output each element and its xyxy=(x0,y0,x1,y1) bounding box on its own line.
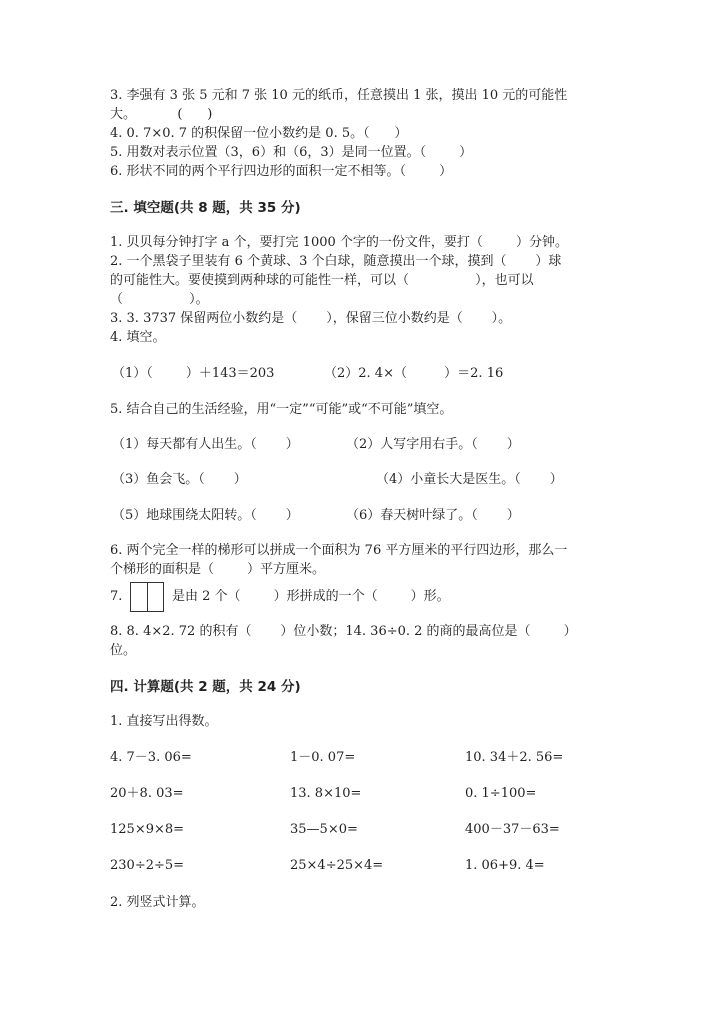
question-2-4: 4. 0. 7×0. 7 的积保留一位小数约是 0. 5。（ ） xyxy=(110,126,408,141)
calc-item: 400－37－63= xyxy=(465,822,560,837)
question-3-5: 5. 结合自己的生活经验，用“一定”“可能”或“不可能”填空。 xyxy=(110,402,453,417)
calc-item: 4. 7－3. 06= xyxy=(110,750,192,765)
question-3-7-number: 7. xyxy=(110,589,123,604)
calc-item: 10. 34＋2. 56= xyxy=(465,750,564,765)
question-2-3-line1: 3. 李强有 3 张 5 元和 7 张 10 元的纸币，任意摸出 1 张，摸出 10 元的可能性 xyxy=(110,88,568,103)
question-3-8-line2: 位。 xyxy=(110,643,137,658)
question-3-2-line2: 的可能性大。要使摸到两种球的可能性一样，可以（ ），也可以 xyxy=(110,273,534,288)
question-3-5-item: （3）鱼会飞。（ ） xyxy=(112,472,247,487)
question-3-2-line1: 2. 一个黑袋子里装有 6 个黄球、3 个白球，随意摸出一个球，摸到（ ）球 xyxy=(110,254,562,269)
question-3-5-item: （6）春天树叶绿了。（ ） xyxy=(346,508,520,523)
question-3-6-line2: 个梯形的面积是（ ）平方厘米。 xyxy=(110,562,326,577)
question-4-2: 2. 列竖式计算。 xyxy=(110,895,205,910)
question-4-1: 1. 直接写出得数。 xyxy=(110,714,218,729)
question-3-4: 4. 填空。 xyxy=(110,330,166,345)
question-3-5-item: （2）人写字用右手。（ ） xyxy=(346,437,520,452)
question-3-4-sub2: （2）2. 4×（ ）＝2. 16 xyxy=(324,366,504,381)
question-2-6: 6. 形状不同的两个平行四边形的面积一定不相等。（ ） xyxy=(110,164,453,179)
calc-item: 13. 8×10= xyxy=(290,786,362,801)
two-rectangles-figure xyxy=(130,582,164,612)
question-3-6-line1: 6. 两个完全一样的梯形可以拼成一个面积为 76 平方厘米的平行四边形，那么一 xyxy=(110,543,568,558)
question-3-5-item: （4）小童长大是医生。（ ） xyxy=(376,472,563,487)
calc-item: 0. 1÷100= xyxy=(465,786,537,801)
question-3-5-item: （5）地球围绕太阳转。（ ） xyxy=(112,508,299,523)
calc-item: 35—5×0= xyxy=(290,822,358,837)
question-3-4-sub1: （1）（ ）＋143＝203 xyxy=(112,366,275,381)
section-3-heading: 三. 填空题(共 8 题，共 35 分) xyxy=(110,200,301,216)
section-4-heading: 四. 计算题(共 2 题，共 24 分) xyxy=(110,679,301,695)
calc-item: 1－0. 07= xyxy=(290,750,356,765)
question-3-1: 1. 贝贝每分钟打字 a 个，要打完 1000 个字的一份文件，要打（ ）分钟。 xyxy=(110,235,568,250)
calc-item: 20＋8. 03= xyxy=(110,786,184,801)
question-3-2-line3: （ ）。 xyxy=(110,292,209,307)
calc-item: 230÷2÷5= xyxy=(110,858,185,873)
question-3-8-line1: 8. 8. 4×2. 72 的积有（ ）位小数；14. 36÷0. 2 的商的最高位是（ ） xyxy=(110,624,577,639)
calc-item: 125×9×8= xyxy=(110,822,185,837)
question-3-7-text: 是由 2 个（ ）形拼成的一个（ ）形。 xyxy=(172,589,450,604)
question-3-5-item: （1）每天都有人出生。（ ） xyxy=(112,437,299,452)
question-2-3-line2: 大。 ( ) xyxy=(110,107,213,122)
question-3-3: 3. 3. 3737 保留两位小数约是（ ），保留三位小数约是（ ）。 xyxy=(110,311,512,326)
calc-item: 25×4÷25×4= xyxy=(290,858,384,873)
question-2-5: 5. 用数对表示位置（3，6）和（6，3）是同一位置。（ ） xyxy=(110,145,473,160)
calc-item: 1. 06+9. 4= xyxy=(465,858,545,873)
